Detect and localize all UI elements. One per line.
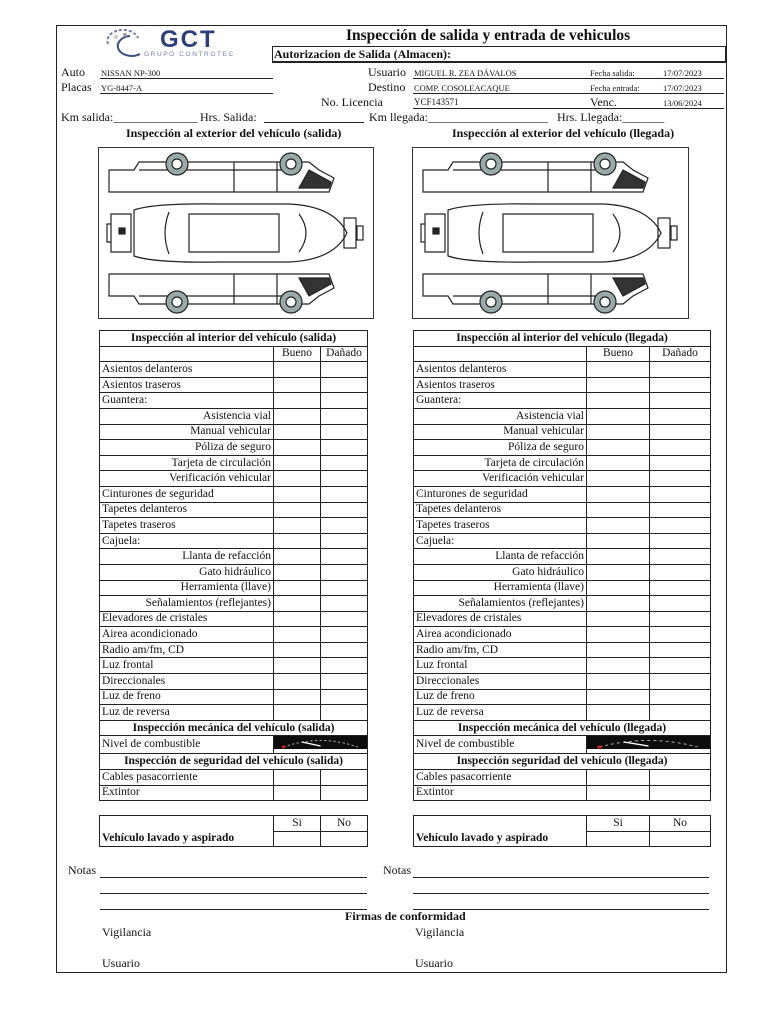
company-logo xyxy=(100,28,250,62)
bueno-cell[interactable] xyxy=(587,455,650,471)
table-row xyxy=(414,377,711,393)
danado-cell[interactable] xyxy=(650,674,711,690)
table-row xyxy=(100,424,368,440)
table-row xyxy=(414,705,711,721)
notes-line[interactable] xyxy=(413,877,709,878)
washed-si-cell[interactable] xyxy=(274,831,321,847)
usuario-label: Usuario xyxy=(368,65,406,79)
row-label: Tarjeta de circulación xyxy=(100,455,274,471)
danado-cell[interactable] xyxy=(321,785,368,801)
col-danado-header: Dañado xyxy=(321,346,368,362)
usuario-value: MIGUEL R. ZEA DÁVALOS xyxy=(414,68,517,78)
placas-label: Placas xyxy=(61,80,92,94)
bueno-cell[interactable] xyxy=(587,674,650,690)
bueno-cell[interactable] xyxy=(587,596,650,612)
table-row xyxy=(100,533,368,549)
washed-si-header: Si xyxy=(274,816,321,832)
table-row xyxy=(100,440,368,456)
bueno-cell[interactable] xyxy=(587,502,650,518)
table-row xyxy=(414,408,711,424)
row-label: Guantera: xyxy=(414,393,587,409)
danado-cell[interactable] xyxy=(321,424,368,440)
row-label: Luz de reversa xyxy=(100,705,274,721)
row-label: Tapetes traseros xyxy=(414,518,587,534)
danado-cell[interactable] xyxy=(650,705,711,721)
mechanical-section-title: Inspección mecánica del vehículo (salida) xyxy=(100,720,368,736)
table-row xyxy=(414,424,711,440)
row-label: Luz de freno xyxy=(414,689,587,705)
notes-line[interactable] xyxy=(100,893,367,894)
row-label: Elevadores de cristales xyxy=(414,611,587,627)
signature-vigilancia-right: Vigilancia xyxy=(415,925,465,939)
bueno-cell[interactable] xyxy=(274,658,321,674)
danado-cell[interactable] xyxy=(321,549,368,565)
row-label: Señalamientos (reflejantes) xyxy=(414,596,587,612)
table-row xyxy=(414,611,711,627)
row-label: Direccionales xyxy=(414,674,587,690)
exterior-left-title: Inspección al exterior del vehículo (salida) xyxy=(126,126,342,140)
danado-cell[interactable] xyxy=(321,440,368,456)
bueno-cell[interactable] xyxy=(274,580,321,596)
bueno-cell[interactable] xyxy=(274,705,321,721)
row-label: Luz frontal xyxy=(414,658,587,674)
row-label: Manual vehicular xyxy=(100,424,274,440)
bueno-cell[interactable] xyxy=(587,770,650,786)
table-row xyxy=(100,564,368,580)
table-row xyxy=(100,736,368,754)
row-label: Extintor xyxy=(414,785,587,801)
licencia-label: No. Licencia xyxy=(321,95,383,109)
danado-cell[interactable] xyxy=(650,518,711,534)
danado-cell[interactable] xyxy=(650,596,711,612)
safety-section-title: Inspección de seguridad del vehículo (salida) xyxy=(100,754,368,770)
exterior-diagram-right xyxy=(412,147,689,319)
signature-vigilancia-left: Vigilancia xyxy=(102,925,152,939)
notes-line[interactable] xyxy=(413,893,709,894)
danado-cell[interactable] xyxy=(650,362,711,378)
danado-cell[interactable] xyxy=(650,770,711,786)
washed-no-cell[interactable] xyxy=(650,831,711,847)
table-row xyxy=(100,393,368,409)
bueno-cell[interactable] xyxy=(587,611,650,627)
mechanical-section-title: Inspección mecánica del vehículo (llegada) xyxy=(414,720,711,736)
bueno-cell[interactable] xyxy=(587,440,650,456)
danado-cell[interactable] xyxy=(321,362,368,378)
logo-subtext: GRUPO CONTROTEC xyxy=(144,51,235,58)
table-row xyxy=(100,674,368,690)
danado-cell[interactable] xyxy=(650,455,711,471)
row-label: Póliza de seguro xyxy=(414,440,587,456)
row-label: Señalamientos (reflejantes) xyxy=(100,596,274,612)
bueno-cell[interactable] xyxy=(274,455,321,471)
table-row xyxy=(414,658,711,674)
row-label: Llanta de refacción xyxy=(100,549,274,565)
row-label: Cinturones de seguridad xyxy=(414,486,587,502)
bueno-cell[interactable] xyxy=(274,689,321,705)
row-label: Nivel de combustible xyxy=(414,736,587,754)
bueno-cell[interactable] xyxy=(587,580,650,596)
table-row xyxy=(414,627,711,643)
bueno-cell[interactable] xyxy=(587,627,650,643)
danado-cell[interactable] xyxy=(321,533,368,549)
signature-usuario-right: Usuario xyxy=(415,956,453,970)
bueno-cell[interactable] xyxy=(587,424,650,440)
signature-usuario-left: Usuario xyxy=(102,956,140,970)
danado-cell[interactable] xyxy=(321,502,368,518)
table-row xyxy=(414,642,711,658)
row-label: Airea acondicionado xyxy=(414,627,587,643)
table-row xyxy=(100,408,368,424)
bueno-cell[interactable] xyxy=(274,785,321,801)
row-label: Herramienta (llave) xyxy=(100,580,274,596)
bueno-cell[interactable] xyxy=(587,518,650,534)
table-row xyxy=(414,502,711,518)
bueno-cell[interactable] xyxy=(274,674,321,690)
bueno-cell[interactable] xyxy=(274,549,321,565)
row-label: Radio am/fm, CD xyxy=(100,642,274,658)
danado-cell[interactable] xyxy=(650,611,711,627)
table-row xyxy=(100,518,368,534)
row-label: Elevadores de cristales xyxy=(100,611,274,627)
bueno-cell[interactable] xyxy=(274,533,321,549)
bueno-cell[interactable] xyxy=(274,362,321,378)
danado-cell[interactable] xyxy=(321,393,368,409)
bueno-cell[interactable] xyxy=(587,689,650,705)
notes-line[interactable] xyxy=(100,877,367,878)
bueno-cell[interactable] xyxy=(274,518,321,534)
bueno-cell[interactable] xyxy=(274,502,321,518)
destino-label: Destino xyxy=(368,80,406,94)
bueno-cell[interactable] xyxy=(587,564,650,580)
table-row xyxy=(100,580,368,596)
bueno-cell[interactable] xyxy=(274,377,321,393)
row-label: Direccionales xyxy=(100,674,274,690)
table-row xyxy=(100,549,368,565)
table-row xyxy=(414,580,711,596)
danado-cell[interactable] xyxy=(650,658,711,674)
table-row xyxy=(414,674,711,690)
fecha-entrada-value: 17/07/2023 xyxy=(663,83,702,93)
table-row xyxy=(100,486,368,502)
row-label: Radio am/fm, CD xyxy=(414,642,587,658)
danado-cell[interactable] xyxy=(321,455,368,471)
danado-cell[interactable] xyxy=(650,533,711,549)
washed-si-header: Si xyxy=(587,816,650,832)
danado-cell[interactable] xyxy=(650,564,711,580)
row-label: Cajuela: xyxy=(414,533,587,549)
notes-line[interactable] xyxy=(100,909,367,910)
header-blank xyxy=(100,346,274,362)
authorization-box xyxy=(272,46,726,63)
bueno-cell[interactable] xyxy=(274,770,321,786)
danado-cell[interactable] xyxy=(321,642,368,658)
km-salida: Km salida:______________ xyxy=(61,110,198,124)
fecha-salida-label: Fecha salida: xyxy=(590,68,635,78)
bueno-cell[interactable] xyxy=(587,408,650,424)
danado-cell[interactable] xyxy=(321,377,368,393)
destino-value: COMP. COSOLEACAQUE xyxy=(414,83,510,93)
table-row xyxy=(100,377,368,393)
danado-cell[interactable] xyxy=(650,689,711,705)
row-label: Verificación vehicular xyxy=(414,471,587,487)
table-row xyxy=(414,455,711,471)
danado-cell[interactable] xyxy=(650,486,711,502)
row-label: Luz de freno xyxy=(100,689,274,705)
bueno-cell[interactable] xyxy=(587,486,650,502)
danado-cell[interactable] xyxy=(321,580,368,596)
col-bueno-header: Bueno xyxy=(587,346,650,362)
table-row xyxy=(100,502,368,518)
bueno-cell[interactable] xyxy=(274,596,321,612)
bueno-cell[interactable] xyxy=(587,705,650,721)
fecha-entrada-label: Fecha entrada: xyxy=(590,83,640,93)
row-label: Asistencia vial xyxy=(100,408,274,424)
danado-cell[interactable] xyxy=(321,658,368,674)
fuel-gauge[interactable] xyxy=(274,736,368,754)
row-label: Manual vehicular xyxy=(414,424,587,440)
auto-label: Auto xyxy=(61,65,85,79)
table-row xyxy=(414,393,711,409)
table-row xyxy=(100,785,368,801)
bueno-cell[interactable] xyxy=(274,564,321,580)
row-label: Llanta de refacción xyxy=(414,549,587,565)
table-row xyxy=(100,362,368,378)
safety-section-title: Inspección seguridad del vehículo (llegada) xyxy=(414,754,711,770)
row-label: Asientos delanteros xyxy=(414,362,587,378)
danado-cell[interactable] xyxy=(650,785,711,801)
danado-cell[interactable] xyxy=(650,408,711,424)
row-label: Asistencia vial xyxy=(414,408,587,424)
row-label: Extintor xyxy=(100,785,274,801)
washed-no-cell[interactable] xyxy=(321,831,368,847)
bueno-cell[interactable] xyxy=(274,642,321,658)
table-row xyxy=(100,596,368,612)
bueno-cell[interactable] xyxy=(274,486,321,502)
table-row xyxy=(100,770,368,786)
table-row xyxy=(100,642,368,658)
bueno-cell[interactable] xyxy=(587,549,650,565)
bueno-cell[interactable] xyxy=(587,393,650,409)
row-label: Verificación vehicular xyxy=(100,471,274,487)
table-row xyxy=(414,549,711,565)
placas-value: YG-8447-A xyxy=(101,83,143,93)
bueno-cell[interactable] xyxy=(274,611,321,627)
interior-table-title: Inspección al interior del vehículo (llegada) xyxy=(414,331,711,347)
car-diagram-icon xyxy=(413,148,687,318)
table-row xyxy=(414,518,711,534)
bueno-cell[interactable] xyxy=(587,377,650,393)
danado-cell[interactable] xyxy=(321,627,368,643)
licencia-value: YCF143571 xyxy=(414,97,459,107)
hrs-salida: Hrs. Salida: xyxy=(200,110,257,124)
bueno-cell[interactable] xyxy=(587,642,650,658)
table-row xyxy=(100,658,368,674)
exterior-right-title: Inspección al exterior del vehículo (llegada) xyxy=(452,126,675,140)
car-diagram-icon xyxy=(99,148,373,318)
signatures-title: Firmas de conformidad xyxy=(345,909,466,923)
bueno-cell[interactable] xyxy=(274,471,321,487)
row-label: Tapetes traseros xyxy=(100,518,274,534)
row-label: Tapetes delanteros xyxy=(414,502,587,518)
bueno-cell[interactable] xyxy=(587,471,650,487)
bueno-cell[interactable] xyxy=(274,424,321,440)
danado-cell[interactable] xyxy=(321,471,368,487)
table-row xyxy=(414,440,711,456)
table-row xyxy=(414,362,711,378)
danado-cell[interactable] xyxy=(650,393,711,409)
danado-cell[interactable] xyxy=(650,424,711,440)
danado-cell[interactable] xyxy=(650,377,711,393)
danado-cell[interactable] xyxy=(321,611,368,627)
table-row xyxy=(414,689,711,705)
bueno-cell[interactable] xyxy=(587,658,650,674)
notes-label-right: Notas xyxy=(383,863,411,877)
danado-cell[interactable] xyxy=(650,440,711,456)
header-blank xyxy=(414,346,587,362)
danado-cell[interactable] xyxy=(650,471,711,487)
row-label: Tarjeta de circulación xyxy=(414,455,587,471)
table-row xyxy=(100,471,368,487)
table-row xyxy=(100,627,368,643)
fuel-gauge-icon xyxy=(274,736,367,749)
row-label: Herramienta (llave) xyxy=(414,580,587,596)
notes-label-left: Notas xyxy=(68,863,96,877)
bueno-cell[interactable] xyxy=(587,785,650,801)
bueno-cell[interactable] xyxy=(587,362,650,378)
danado-cell[interactable] xyxy=(650,502,711,518)
bueno-cell[interactable] xyxy=(274,440,321,456)
bueno-cell[interactable] xyxy=(274,627,321,643)
table-row xyxy=(414,564,711,580)
row-label: Luz de reversa xyxy=(414,705,587,721)
bueno-cell[interactable] xyxy=(274,408,321,424)
table-row xyxy=(414,785,711,801)
fecha-salida-value: 17/07/2023 xyxy=(663,68,702,78)
interior-table-title: Inspección al interior del vehículo (salida) xyxy=(100,331,368,347)
danado-cell[interactable] xyxy=(321,705,368,721)
danado-cell[interactable] xyxy=(650,580,711,596)
danado-cell[interactable] xyxy=(321,486,368,502)
row-label: Luz frontal xyxy=(100,658,274,674)
row-label: Guantera: xyxy=(100,393,274,409)
row-label: Cables pasacorriente xyxy=(100,770,274,786)
row-label: Gato hidráulico xyxy=(100,564,274,580)
table-row xyxy=(414,770,711,786)
row-label: Cajuela: xyxy=(100,533,274,549)
row-label: Nivel de combustible xyxy=(100,736,274,754)
danado-cell[interactable] xyxy=(321,674,368,690)
km-llegada: Km llegada:____________________ xyxy=(369,110,548,124)
danado-cell[interactable] xyxy=(650,627,711,643)
washed-no-header: No xyxy=(321,816,368,832)
danado-cell[interactable] xyxy=(321,689,368,705)
table-row xyxy=(414,533,711,549)
exterior-diagram-left xyxy=(98,147,374,319)
row-label: Airea acondicionado xyxy=(100,627,274,643)
danado-cell[interactable] xyxy=(321,408,368,424)
venc-value: 13/06/2024 xyxy=(663,98,702,108)
row-label: Gato hidráulico xyxy=(414,564,587,580)
hrs-llegada: Hrs. Llegada:_______ xyxy=(557,110,665,124)
fuel-gauge[interactable] xyxy=(587,736,711,754)
table-row xyxy=(100,455,368,471)
auto-value: NISSAN NP-300 xyxy=(101,68,161,78)
washed-label: Vehículo lavado y aspirado xyxy=(100,831,274,847)
washed-table-right xyxy=(413,815,711,847)
danado-cell[interactable] xyxy=(650,642,711,658)
row-label: Tapetes delanteros xyxy=(100,502,274,518)
fuel-gauge-icon xyxy=(587,736,710,749)
washed-si-cell[interactable] xyxy=(587,831,650,847)
col-bueno-header: Bueno xyxy=(274,346,321,362)
table-row xyxy=(100,611,368,627)
row-label: Cinturones de seguridad xyxy=(100,486,274,502)
washed-label: Vehículo lavado y aspirado xyxy=(414,831,587,847)
interior-inspection-table-right xyxy=(413,330,711,801)
row-label: Cables pasacorriente xyxy=(414,770,587,786)
row-label: Asientos traseros xyxy=(414,377,587,393)
table-row xyxy=(414,736,711,754)
interior-inspection-table-left xyxy=(99,330,368,801)
danado-cell[interactable] xyxy=(321,564,368,580)
logo-text: GCT xyxy=(160,26,217,53)
washed-table-left xyxy=(99,815,368,847)
danado-cell[interactable] xyxy=(321,518,368,534)
row-label: Póliza de seguro xyxy=(100,440,274,456)
row-label: Asientos delanteros xyxy=(100,362,274,378)
danado-cell[interactable] xyxy=(650,549,711,565)
venc-label: Venc. xyxy=(590,95,617,109)
row-label: Asientos traseros xyxy=(100,377,274,393)
danado-cell[interactable] xyxy=(321,596,368,612)
table-row xyxy=(414,471,711,487)
bueno-cell[interactable] xyxy=(587,533,650,549)
washed-no-header: No xyxy=(650,816,711,832)
page-title: Inspección de salida y entrada de vehiculos xyxy=(346,27,631,44)
authorization-label: Autorizacion de Salida (Almacen): xyxy=(274,47,451,61)
table-row xyxy=(414,596,711,612)
table-row xyxy=(414,486,711,502)
bueno-cell[interactable] xyxy=(274,393,321,409)
table-row xyxy=(100,689,368,705)
table-row xyxy=(100,705,368,721)
danado-cell[interactable] xyxy=(321,770,368,786)
col-danado-header: Dañado xyxy=(650,346,711,362)
